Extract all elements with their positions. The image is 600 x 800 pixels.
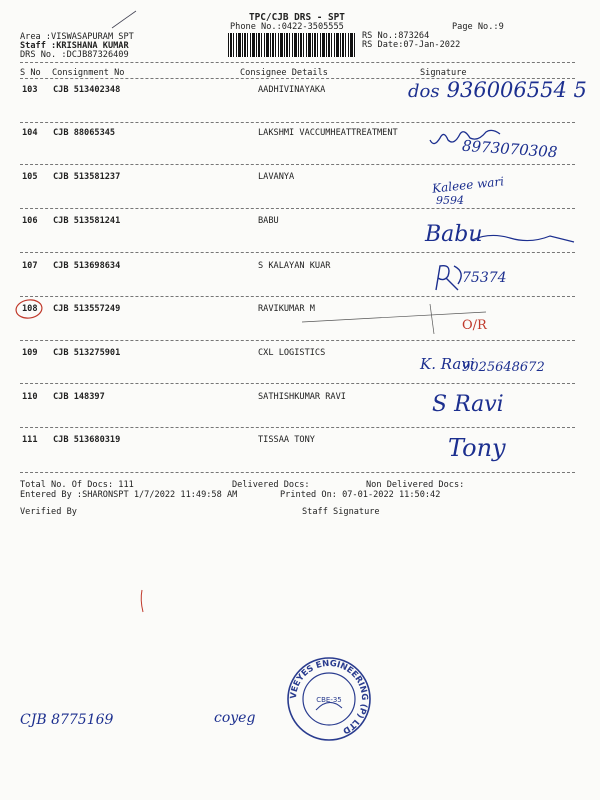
staff-field: Staff :KRISHANA KUMAR: [20, 41, 129, 51]
row-consignee: S KALAYAN KUAR: [258, 261, 331, 271]
row-consignee: BABU: [258, 216, 279, 226]
row-divider: [20, 164, 575, 165]
signature-105-name: Kaleee wari: [431, 174, 505, 196]
signature-107-number: 75374: [462, 270, 507, 286]
row-divider: [20, 383, 575, 384]
row-consignment: CJB 513402348: [53, 85, 121, 95]
area-field: Area :VISWASAPURAM SPT: [20, 32, 134, 42]
row-sno: 111: [22, 435, 38, 445]
company-stamp: [286, 656, 372, 742]
row-divider: [20, 296, 575, 297]
non-delivered-docs: Non Delivered Docs:: [366, 480, 465, 490]
stamp-seal-icon: [286, 656, 372, 742]
row-consignment: CJB 513581241: [53, 216, 121, 226]
stamp-ring-text: VEEYES ENGINEERING (P) LTD: [288, 658, 370, 736]
row-divider: [20, 208, 575, 209]
row-consignee: LAVANYA: [258, 172, 295, 182]
signature-108-or: O/R: [462, 318, 487, 333]
row-sno: 108: [22, 304, 38, 314]
row-sno: 103: [22, 85, 38, 95]
row-sno: 109: [22, 348, 38, 358]
page-number: Page No.:9: [452, 22, 504, 32]
row-consignment: CJB 513698634: [53, 261, 121, 271]
signature-110: S Ravi: [432, 392, 504, 417]
row-consignee: CXL LOGISTICS: [258, 348, 326, 358]
row-sno: 110: [22, 392, 38, 402]
signature-105-number: 9594: [436, 194, 464, 207]
column-header-signature: Signature: [420, 68, 467, 78]
delivered-docs: Delivered Docs:: [232, 480, 310, 490]
document-title: TPC/CJB DRS - SPT: [249, 12, 345, 23]
row-divider: [20, 427, 575, 428]
row-sno: 106: [22, 216, 38, 226]
phone-number: Phone No.:0422-3505555: [230, 22, 344, 32]
stamp-center-text: CBE-35: [316, 696, 342, 704]
pen-mark-icon: [110, 8, 140, 30]
verified-by: Verified By: [20, 507, 77, 517]
row-sno: 104: [22, 128, 38, 138]
drs-number: DRS No. :DCJB87326409: [20, 50, 129, 60]
row-consignee: TISSAA TONY: [258, 435, 315, 445]
entered-by: Entered By :SHARONSPT 1/7/2022 11:49:58 AM: [20, 490, 238, 500]
row-consignee: SATHISHKUMAR RAVI: [258, 392, 346, 402]
rs-number: RS No.:873264: [362, 31, 430, 41]
bottom-handwriting-left: CJB 8775169: [20, 712, 114, 728]
row-divider: [20, 472, 575, 473]
row-consignment: CJB 513581237: [53, 172, 121, 182]
signature-109-name: K. Ravi: [420, 355, 475, 373]
row-divider: [20, 340, 575, 341]
signature-111: Tony: [448, 434, 506, 462]
signature-106: Babu: [425, 222, 483, 247]
row-consignee: RAVIKUMAR M: [258, 304, 315, 314]
barcode: [228, 33, 356, 57]
row-consignment: CJB 513557249: [53, 304, 121, 314]
staff-signature: Staff Signature: [302, 507, 380, 517]
rs-date: RS Date:07-Jan-2022: [362, 40, 461, 50]
total-docs: Total No. Of Docs: 111: [20, 480, 134, 490]
signature-104-phone: 8973070308: [461, 136, 558, 162]
row-consignee: LAKSHMI VACCUMHEATTREATMENT: [258, 128, 398, 138]
row-consignment: CJB 513680319: [53, 435, 121, 445]
column-header-consignment: Consignment No: [52, 68, 125, 78]
row-sno: 107: [22, 261, 38, 271]
row-consignment: CJB 88065345: [53, 128, 116, 138]
red-stroke-mark: [138, 588, 146, 614]
column-header-consignee: Consignee Details: [240, 68, 328, 78]
row-sno: 105: [22, 172, 38, 182]
column-header-sno: S No: [20, 68, 41, 78]
signature-109-phone: 9025648672: [462, 360, 545, 375]
red-circle-mark-icon: [13, 297, 45, 321]
signature-106-tail: [470, 228, 580, 248]
printed-on: Printed On: 07-01-2022 11:50:42: [280, 490, 441, 500]
row-consignment: CJB 148397: [53, 392, 105, 402]
signature-103: dos 936006554 5: [408, 78, 587, 102]
row-divider: [20, 252, 575, 253]
divider-top: [20, 62, 575, 63]
row-consignment: CJB 513275901: [53, 348, 121, 358]
bottom-handwriting-middle: coyeg: [214, 710, 256, 726]
row-consignee: AADHIVINAYAKA: [258, 85, 326, 95]
